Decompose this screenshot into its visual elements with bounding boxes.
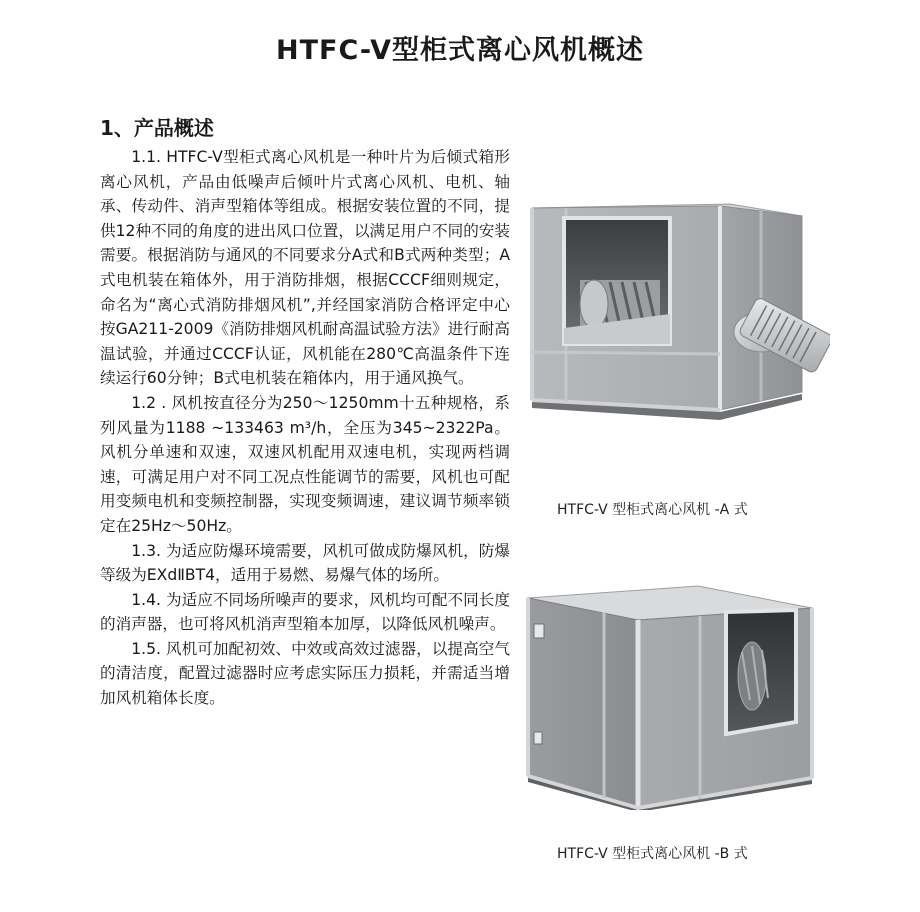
section-heading: 1、产品概述 [100,116,214,140]
paragraph-1-1: 1.1. HTFC-V型柜式离心风机是一种叶片为后倾式箱形离心风机，产品由低噪声后倾叶片式离心风机、电机、轴承、传动件、消声型箱体等组成。根据安装位置的不同，提供12种不同的角度的进出风口位置，以满足用户不同的安装需要。根据消防与通风的不同要求分A式和B式两种类型；A式电机装在箱体外，用于消防排烟，根据CCCF细则规定，命名为“离心式消防排烟风机”,并经国家消防合格评定中心按GA211-2009《消防排烟风机耐高温试验方法》进行耐高温试验，并通过CCCF认证，风机能在280℃高温条件下连续运行60分钟；B式电机装在箱体内，用于通风换气。 [100,148,510,388]
paragraph-1-2: 1.2 . 风机按直径分为250～1250mm十五种规格，系列风量为1188 ~133463 m³/h，全压为345~2322Pa。风机分单速和双速，双速风机配用双速电机，实现两档调速，可满足用户对不同工况点性能调节的需要，风机也可配用变频电机和变频控制器，实现变频调速，建议调节频率锁定在25Hz～50Hz。 [100,393,510,535]
paragraph-1-5: 1.5. 风机可加配初效、中效或高效过滤器，以提高空气的清洁度，配置过滤器时应考虑实际压力损耗，并需适当增加风机箱体长度。 [100,639,510,708]
fan-a-caption: HTFC-V 型柜式离心风机 -A 式 [557,502,748,518]
paragraph-1-3: 1.3. 为适应防爆环境需要，风机可做成防爆风机，防爆等级为EXdⅡBT4，适用于易燃、易爆气体的场所。 [100,541,510,585]
fan-a-image [520,196,830,428]
page-title: HTFC-V型柜式离心风机概述 [275,35,645,66]
fan-b-image [520,580,820,810]
paragraph-1-4: 1.4. 为适应不同场所噪声的要求，风机均可配不同长度的消声器，也可将风机消声型箱本加厚，以降低风机噪声。 [100,590,510,634]
product-overview-text [100,145,510,711]
fan-b-caption: HTFC-V 型柜式离心风机 -B 式 [557,846,748,862]
